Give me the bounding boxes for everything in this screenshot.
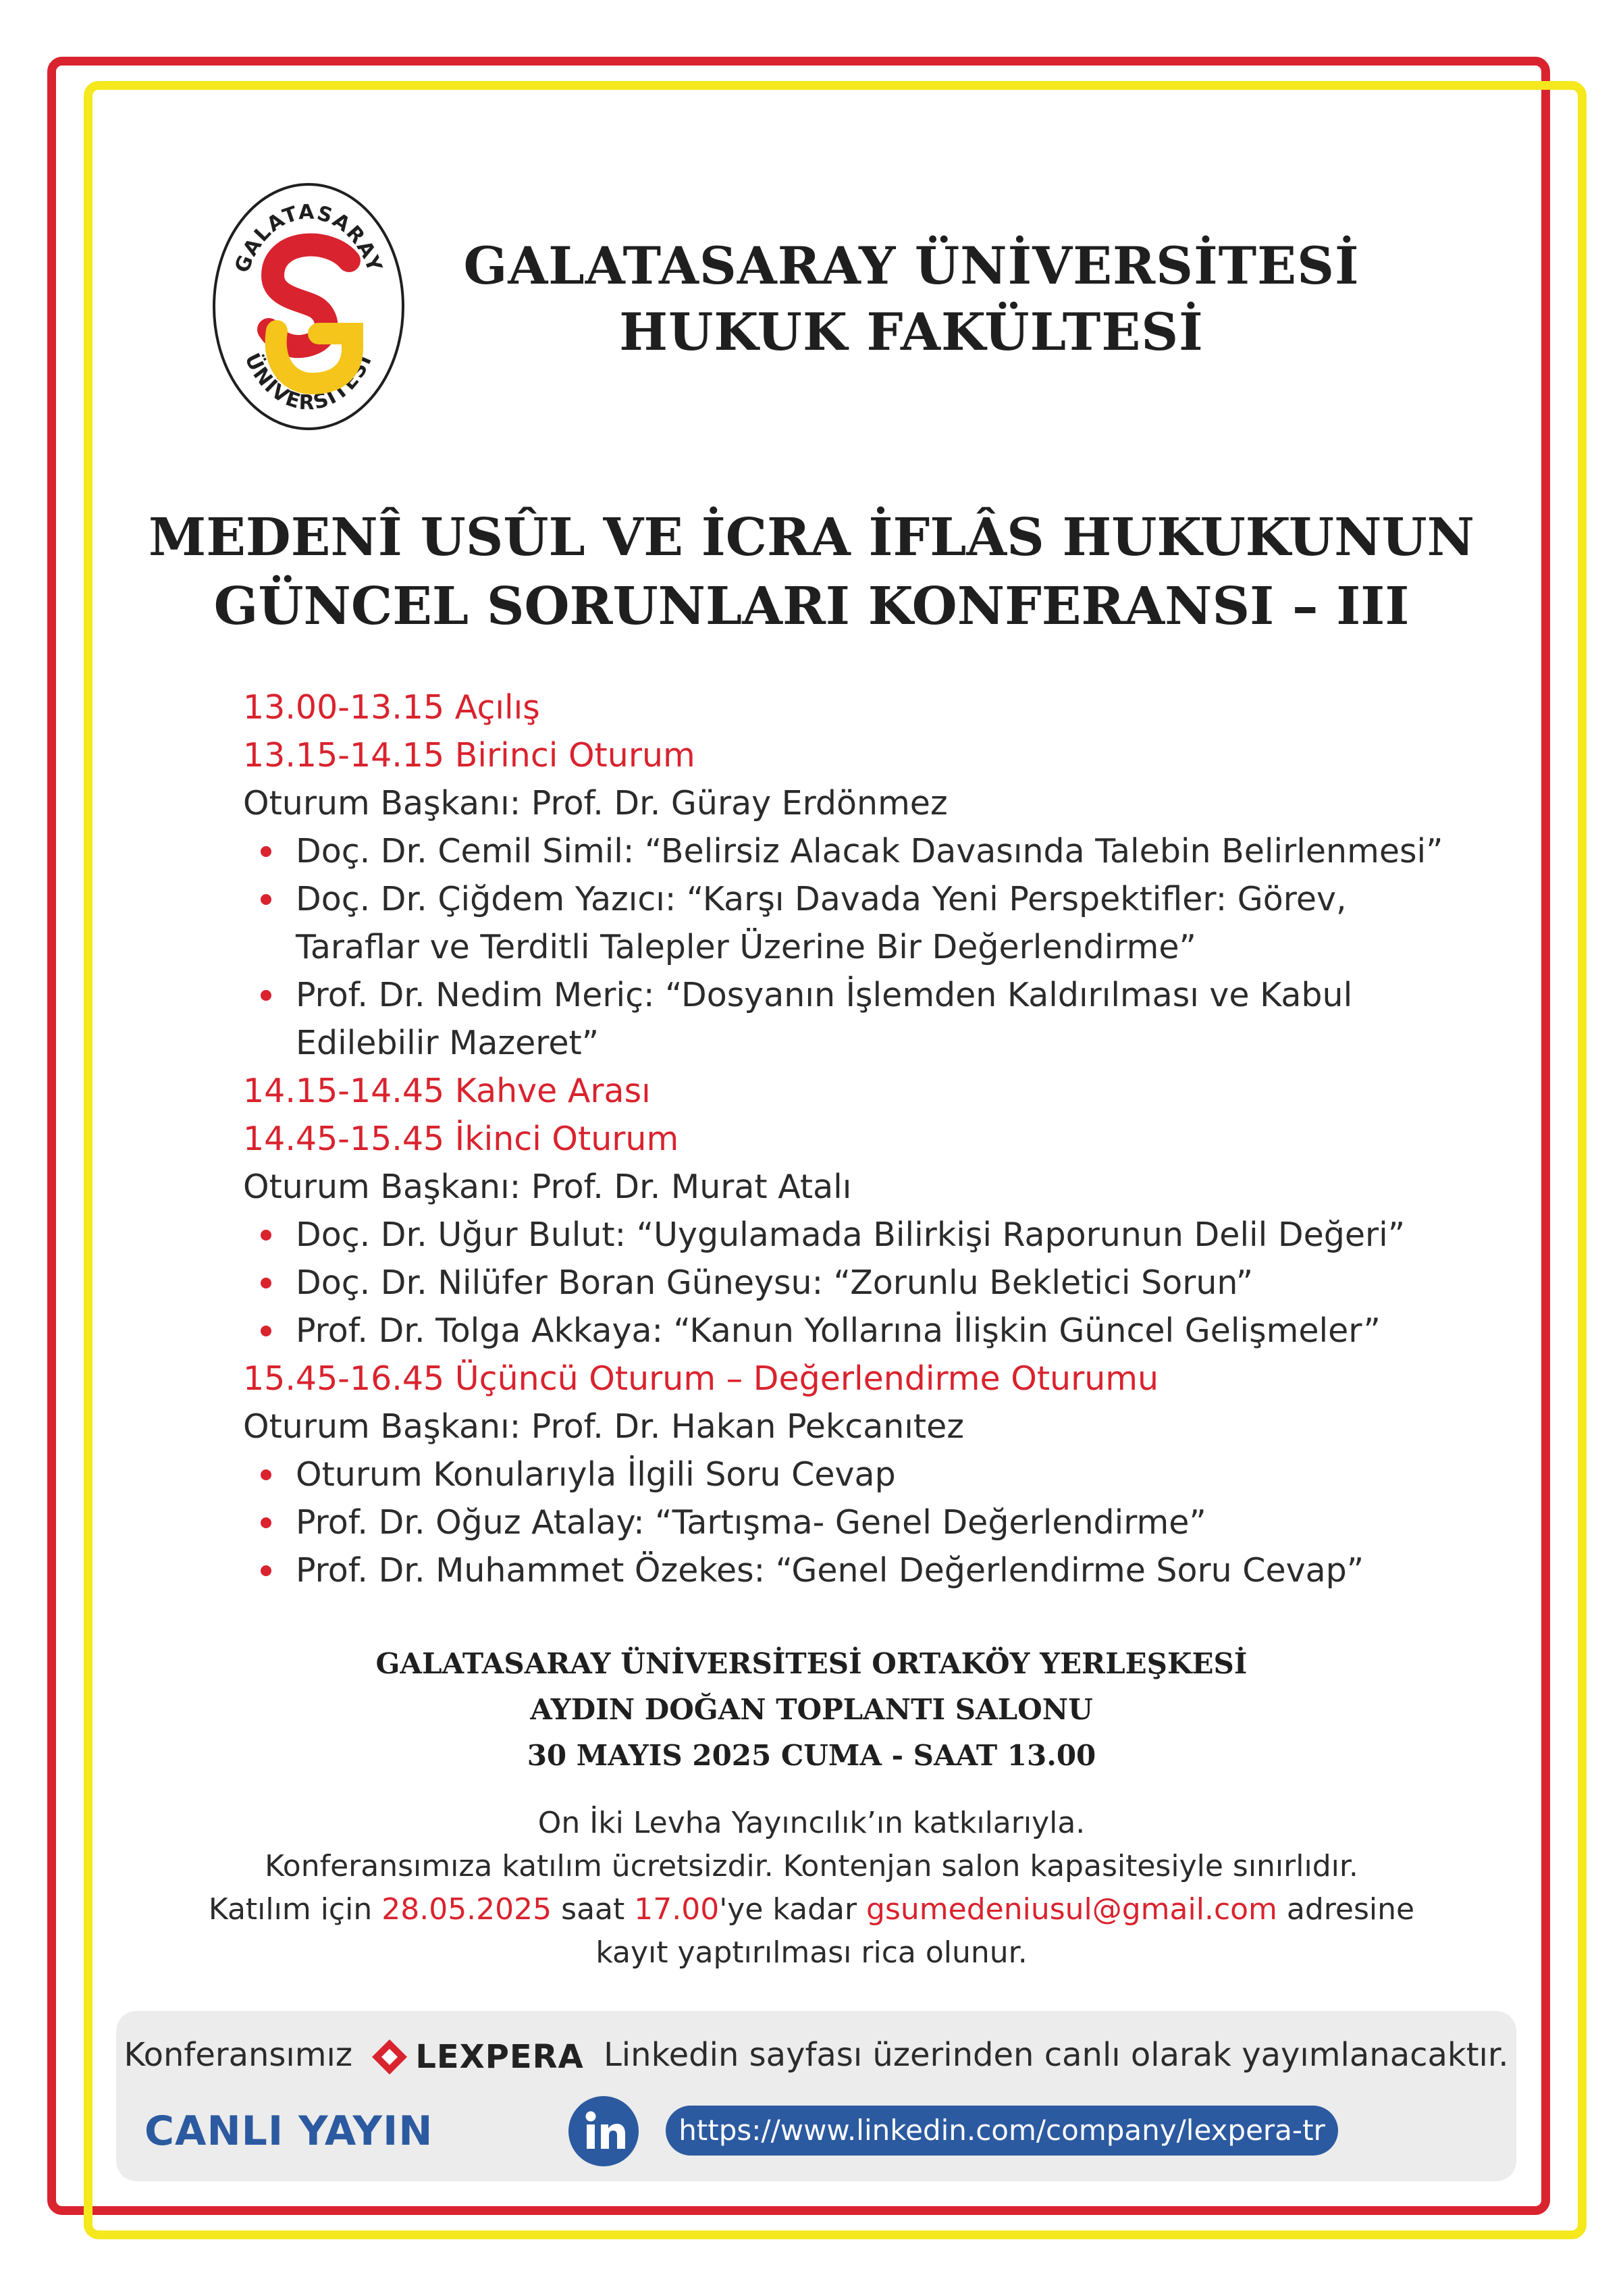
- session-time: 14.15-14.45 Kahve Arası: [243, 1072, 651, 1110]
- bullet-icon: [261, 990, 271, 1001]
- talk-item: Prof. Dr. Nedim Meriç: “Dosyanın İşlemden Kaldırılması ve Kabul Edilebilir Mazeret”: [243, 971, 1472, 1067]
- university-logo: [211, 181, 406, 432]
- svg-text:ÜNİVERSİTESİ: ÜNİVERSİTESİ: [240, 349, 377, 415]
- linkedin-url-link[interactable]: https://www.linkedin.com/company/lexpera-tr: [666, 2106, 1338, 2156]
- session-chair: Oturum Başkanı: Prof. Dr. Murat Atalı: [243, 1168, 852, 1206]
- header-faculty: HUKUK FAKÜLTESİ: [619, 302, 1204, 362]
- session-time: 14.45-15.45 İkinci Oturum: [243, 1120, 679, 1158]
- bullet-icon: [261, 1278, 271, 1288]
- title-line-1: MEDENÎ USÛL VE İCRA İFLÂS HUKUKUNUN: [149, 507, 1474, 568]
- svg-text:GALATASARAY: GALATASARAY: [230, 200, 387, 276]
- registration-line-end: kayıt yaptırılması rica olunur.: [595, 1935, 1028, 1970]
- talk-item: Oturum Konularıyla İlgili Soru Cevap: [243, 1451, 1472, 1498]
- talk-item: Doç. Dr. Nilüfer Boran Güneysu: “Zorunlu Bekletici Sorun”: [243, 1259, 1472, 1307]
- bullet-icon: [261, 1230, 271, 1241]
- bullet-icon: [261, 1517, 271, 1528]
- livestream-text: Konferansımız LEXPERA Linkedin sayfası üzerinden canlı olarak yayımlanacaktır.: [116, 2031, 1516, 2081]
- talk-item: Prof. Dr. Oğuz Atalay: “Tartışma- Genel Değerlendirme”: [243, 1498, 1472, 1546]
- bullet-icon: [261, 846, 271, 857]
- bullet-icon: [261, 1469, 271, 1480]
- venue-campus: GALATASARAY ÜNİVERSİTESİ ORTAKÖY YERLEŞKESİ: [375, 1647, 1248, 1680]
- free-entry-note: Konferansımıza katılım ücretsizdir. Kontenjan salon kapasitesiyle sınırlıdır.: [265, 1849, 1358, 1883]
- deadline-date: 28.05.2025: [381, 1892, 552, 1927]
- sponsor-note: On İki Levha Yayıncılık’ın katkılarıyla.: [537, 1806, 1086, 1840]
- header-university: GALATASARAY ÜNİVERSİTESİ: [463, 236, 1360, 296]
- bullet-icon: [261, 894, 271, 905]
- session-chair: Oturum Başkanı: Prof. Dr. Güray Erdönmez: [243, 784, 948, 823]
- venue-hall: AYDIN DOĞAN TOPLANTI SALONU: [530, 1693, 1093, 1726]
- deadline-time: 17.00: [634, 1892, 720, 1927]
- registration-email-link[interactable]: gsumedeniusul@gmail.com: [866, 1892, 1277, 1927]
- session-time: 13.15-14.15 Birinci Oturum: [243, 736, 695, 775]
- talk-item: Doç. Dr. Çiğdem Yazıcı: “Karşı Davada Yeni Perspektifler: Görev, Taraflar ve Terditli Talepler Üzerine Bir Değerlendirme”: [243, 875, 1472, 971]
- talk-item: Doç. Dr. Uğur Bulut: “Uygulamada Bilirkişi Raporunun Delil Değeri”: [243, 1211, 1472, 1259]
- title-line-2: GÜNCEL SORUNLARI KONFERANSI – III: [213, 576, 1410, 637]
- faculty-header: [419, 233, 1404, 365]
- live-broadcast-label: CANLI YAYIN: [144, 2108, 433, 2155]
- lexpera-logo: LEXPERA: [372, 2033, 583, 2081]
- registration-notes: [162, 1802, 1461, 1975]
- venue-date: 30 MAYIS 2025 CUMA - SAAT 13.00: [527, 1739, 1096, 1772]
- talk-item: Prof. Dr. Muhammet Özekes: “Genel Değerlendirme Soru Cevap”: [243, 1546, 1472, 1594]
- conference-title: [135, 503, 1488, 641]
- linkedin-icon[interactable]: [568, 2096, 639, 2166]
- session-time: 15.45-16.45 Üçüncü Oturum – Değerlendirme Oturumu: [243, 1359, 1159, 1398]
- session-time: 13.00-13.15 Açılış: [243, 688, 540, 727]
- lexpera-diamond-icon: [372, 2039, 407, 2075]
- program: [243, 683, 1472, 1594]
- bullet-icon: [261, 1565, 271, 1576]
- talk-item: Doç. Dr. Cemil Simil: “Belirsiz Alacak Davasında Talebin Belirlenmesi”: [243, 827, 1472, 875]
- bullet-icon: [261, 1326, 271, 1336]
- talk-item: Prof. Dr. Tolga Akkaya: “Kanun Yollarına İlişkin Güncel Gelişmeler”: [243, 1307, 1472, 1355]
- session-chair: Oturum Başkanı: Prof. Dr. Hakan Pekcanıtez: [243, 1407, 964, 1446]
- venue-info: [203, 1641, 1420, 1779]
- registration-line: Katılım için 28.05.2025 saat 17.00'ye kadar gsumedeniusul@gmail.com adresine: [208, 1892, 1415, 1927]
